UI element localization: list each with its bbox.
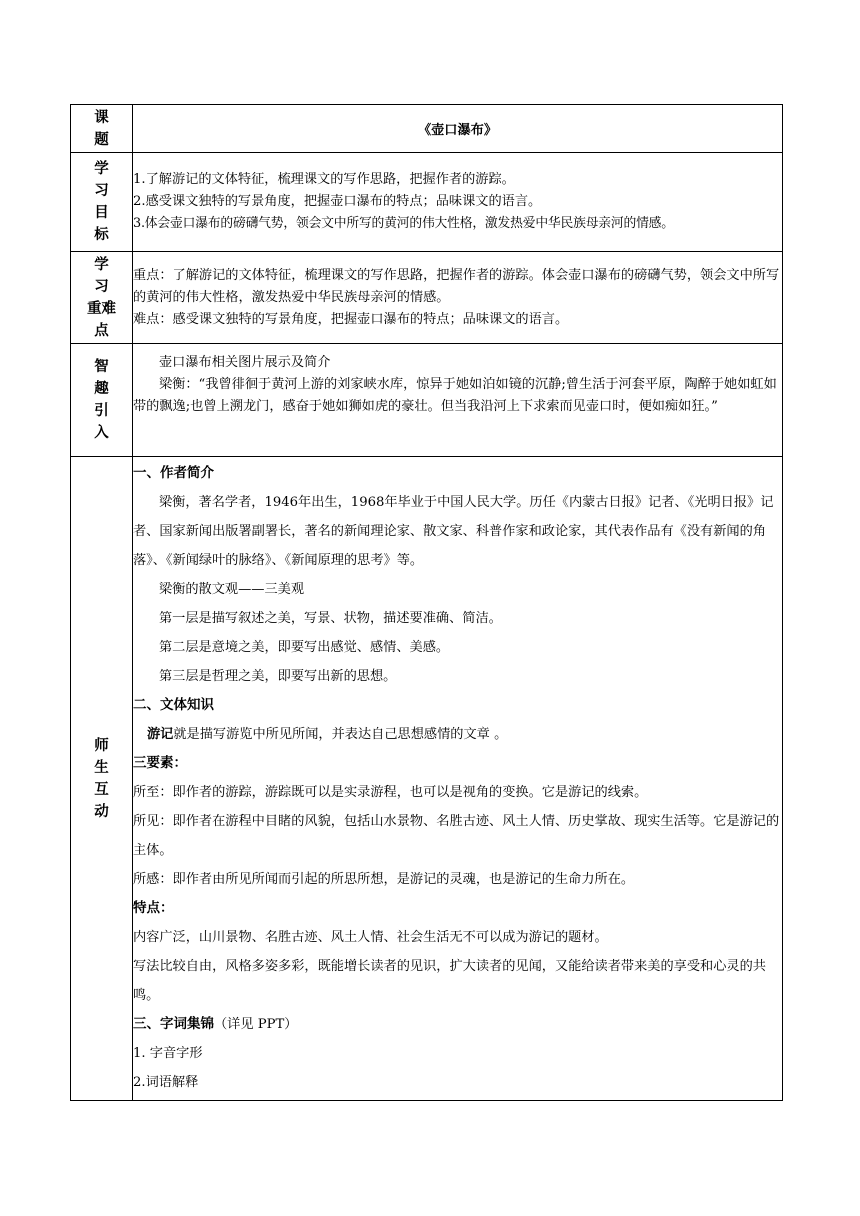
feature-item: 内容广泛，山川景物、名胜古迹、风土人情、社会生活无不可以成为游记的题材。 [133, 930, 608, 945]
section-heading-3 [133, 1010, 782, 1039]
interaction-row [71, 457, 783, 1101]
intro-label [71, 344, 133, 457]
keypoints-row [71, 252, 783, 344]
topic-label-char: 课 [94, 109, 109, 126]
keypoints-label-char: 学 [94, 256, 109, 273]
goal-item: 1.了解游记的文体特征，梳理课文的写作思路，把握作者的游踪。 [133, 172, 515, 187]
goals-label-char: 学 [94, 161, 109, 177]
intro-label-char: 引 [94, 403, 109, 419]
author-bio: 梁衡，著名学者，1946年出生，1968年毕业于中国人民大学。历任《内蒙古日报》记者、《光明日报》记者、国家新闻出版署副署长，著名的新闻理论家、散文家、科普作家和政论家，其代表作品有《没有新闻的角落》、《新闻绿叶的脉络》、《新闻原理的思考》等。 [133, 495, 774, 568]
keypoints-label [71, 252, 133, 344]
intro-label-char: 智 [94, 359, 109, 375]
goals-label-char: 习 [94, 183, 109, 199]
essay-view-item: 第一层是描写叙述之美，写景、状物，描述要准确、简洁。 [159, 611, 502, 626]
element-item: 所见：即作者在游程中目睹的风貌，包括山水景物、名胜古迹、风土人情、历史掌故、现实生活等。它是游记的主体。 [133, 814, 780, 858]
goals-row [71, 153, 783, 252]
lesson-title: 《壶口瀑布》 [133, 105, 783, 153]
intro-label-char: 趣 [94, 381, 109, 397]
keypoints-content [133, 252, 783, 344]
interaction-label [71, 457, 133, 1101]
topic-row [71, 105, 783, 153]
goals-content [133, 153, 783, 252]
intro-row [71, 344, 783, 457]
goals-label-char: 目 [94, 205, 109, 221]
section-note: （详见 PPT） [214, 1017, 298, 1032]
goal-item: 2.感受课文独特的写景角度，把握壶口瀑布的特点；品味课文的语言。 [133, 194, 542, 209]
word-item: 1. 字音字形 [133, 1046, 203, 1061]
interaction-label-char: 师 [94, 737, 109, 754]
interaction-content [133, 457, 783, 1101]
subsection-heading: 三要素： [133, 755, 187, 771]
difficulty-text: 难点：感受课文独特的写景角度，把握壶口瀑布的特点；品味课文的语言。 [133, 311, 569, 327]
travelogue-definition [133, 720, 782, 749]
element-item: 所至：即作者的游踪，游踪既可以是实录游程，也可以是视角的变换。它是游记的线索。 [133, 785, 648, 800]
keypoints-label-char: 重难 [87, 300, 116, 317]
goal-item: 3.体会壶口瀑布的磅礴气势，领会文中所写的黄河的伟大性格，激发热爱中华民族母亲河的情感。 [133, 216, 674, 231]
goals-label [71, 153, 133, 252]
intro-line: 壶口瀑布相关图片展示及简介 [159, 355, 331, 370]
interaction-label-char: 生 [94, 759, 109, 776]
interaction-label-char: 动 [94, 803, 109, 820]
interaction-label-char: 互 [94, 781, 109, 798]
topic-label [71, 105, 133, 153]
essay-view-item: 第二层是意境之美，即要写出感觉、感情、美感。 [159, 640, 450, 655]
intro-quote: 梁衡：“我曾徘徊于黄河上游的刘家峡水库，惊异于她如泊如镜的沉静;曾生活于河套平原，陶醉于她如虹如带的飘逸;也曾上溯龙门，感奋于她如狮如虎的豪壮。但当我沿河上下求索而见壶口时，便如痴如狂。” [133, 377, 777, 414]
keypoints-label-char: 点 [94, 322, 109, 339]
essay-view-item: 第三层是哲理之美，即要写出新的思想。 [159, 669, 397, 684]
lesson-plan-table [70, 104, 783, 1101]
section-heading: 二、文体知识 [133, 697, 214, 713]
definition-text: 就是描写游览中所见所闻，并表达自己思想感情的文章 。 [173, 727, 508, 742]
word-item: 2.词语解释 [133, 1075, 199, 1090]
element-item: 所感：即作者由所见所闻而引起的所思所想，是游记的灵魂，也是游记的生命力所在。 [133, 872, 635, 887]
intro-label-char: 入 [94, 425, 109, 441]
section-heading: 三、字词集锦 [133, 1016, 214, 1032]
subsection-heading: 特点： [133, 900, 174, 916]
section-heading: 一、作者简介 [133, 465, 214, 481]
intro-content [133, 344, 783, 457]
topic-label-char: 题 [94, 131, 109, 148]
essay-view-title: 梁衡的散文观——三美观 [159, 582, 305, 597]
goals-label-char: 标 [94, 227, 109, 243]
definition-term: 游记 [147, 727, 174, 742]
focus-text: 重点：了解游记的文体特征，梳理课文的写作思路，把握作者的游踪。体会壶口瀑布的磅礴气势，领会文中所写的黄河的伟大性格，激发热爱中华民族母亲河的情感。 [133, 267, 780, 305]
keypoints-label-char: 习 [94, 278, 109, 295]
feature-item: 写法比较自由，风格多姿多彩，既能增长读者的见识，扩大读者的见闻，又能给读者带来美的享受和心灵的共鸣。 [133, 959, 766, 1003]
